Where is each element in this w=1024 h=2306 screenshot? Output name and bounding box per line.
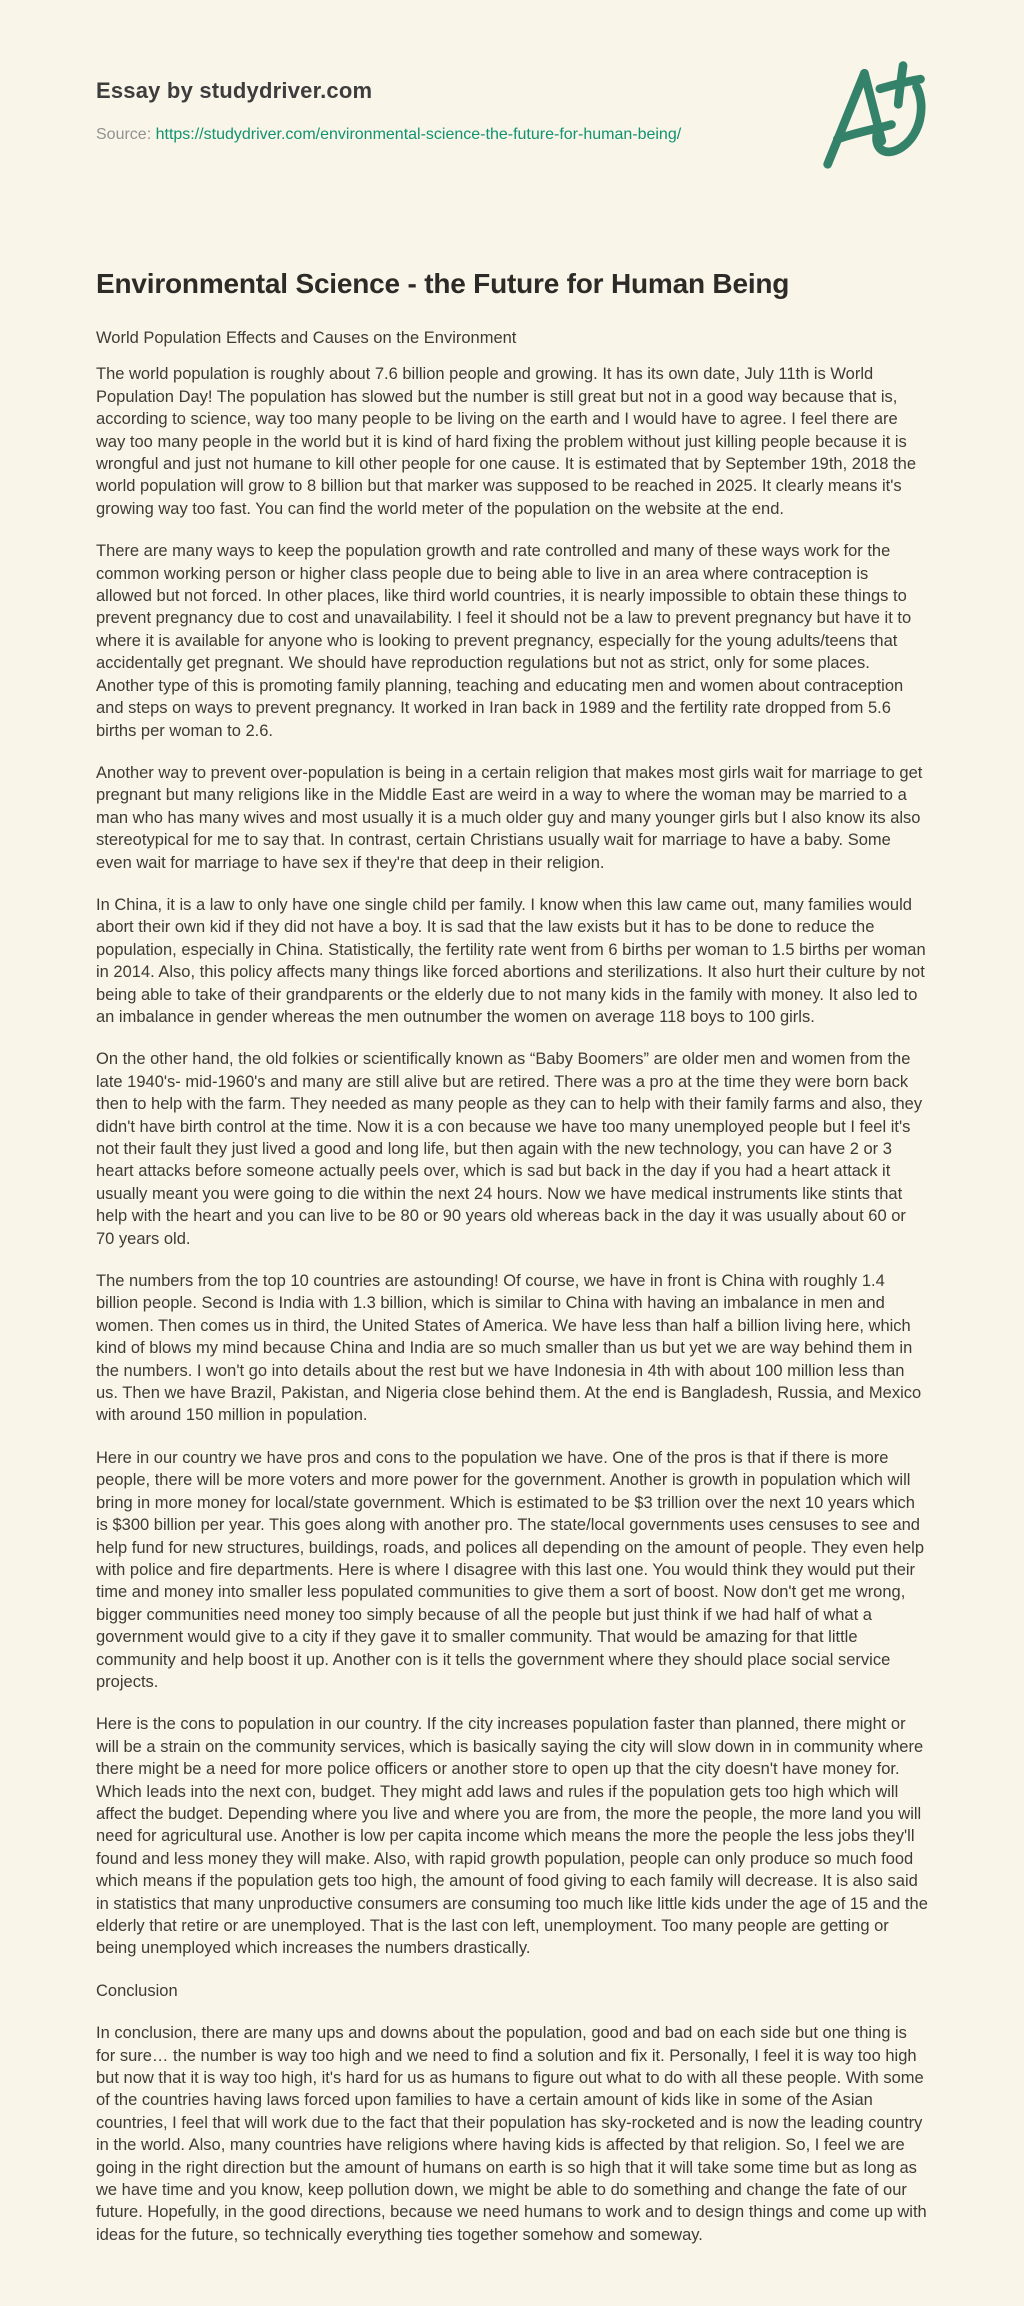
essay-paragraph: There are many ways to keep the population growth and rate controlled and many of these ways work for the common working person or higher class people due to being able to live in an area where contraception is allowed but not forced. In other places, like third world countries, it is nearly impossible to obtain these things to prevent pregnancy due to cost and unavailability. I feel it should not be a law to prevent pregnancy but have it to where it is available for anyone who is looking to prevent pregnancy, especially for the young adults/teens that accidentally get pregnant. We should have reproduction regulations but not as strict, only for some places. Another type of this is promoting family planning, teaching and educating men and women about contraception and steps on ways to prevent pregnancy. It worked in Iran back in 1989 and the fertility rate dropped from 5.6 births per woman to 2.6. (96, 542, 912, 740)
conclusion-section (96, 2022, 928, 2246)
essay-paragraph: Here is the cons to population in our country. If the city increases population faster than planned, there might or will be a strain on the community services, which is basically saying the city will slow down in in community where there might be a need for more police officers or another store to open up that the city doesn't have money for. Which leads into the next con, budget. They might add laws and rules if the population gets too high which will affect the budget. Depending where you live and where you are from, the more the people, the more land you will need for agricultural use. Another is low per capita income which means the more the people the less jobs they'll found and less money they will make. Also, with rapid growth population, people can only produce so much food which means if the population gets too high, the amount of food giving to each family will decrease. It is also said in statistics that many unproductive consumers are consuming too much like little kids under the age of 15 and the elderly that retire or are unemployed. That is the last con left, unemployment. Too many people are getting or being unemployed which increases the numbers drastically. (96, 1715, 928, 1958)
essay-body (96, 363, 928, 1959)
essay-paragraph: Here in our country we have pros and cons to the population we have. One of the pros is that if there is more people, there will be more voters and more power for the government. Another is growth in population which will bring in more money for local/state government. Which is estimated to be $3 trillion over the next 10 years which is $300 billion per year. This goes along with another pro. The state/local governments uses censuses to see and help fund for new structures, buildings, roads, and polices all depending on the amount of people. They even help with police and fire departments. Here is where I disagree with this last one. You would think they would put their time and money into smaller less populated communities to give them a sort of boost. Now don't get me wrong, bigger communities need money too simply because of all the people but just think if we had half of what a government would give to a city if they gave it to smaller community. That would be amazing for that little community and help boost it up. Another con is it tells the government where they should place social service projects. (96, 1448, 924, 1691)
source-url-link[interactable]: https://studydriver.com/environmental-science-the-future-for-human-being/ (155, 126, 682, 143)
essay-paragraph: Another way to prevent over-population is being in a certain religion that makes most girls wait for marriage to get pregnant but many religions like in the Middle East are weird in a way to where the woman may be married to a man who has many wives and most usually it is a much older guy and many younger girls but I also know its also stereotypical for me to say that. In contrast, certain Christians usually wait for marriage to have a baby. Some even wait for marriage to have sex if they're that deep in their religion. (96, 763, 923, 872)
conclusion-heading: Conclusion (96, 1981, 178, 2000)
essay-paragraph: In China, it is a law to only have one single child per family. I know when this law came out, many families would abort their own kid if they did not have a boy. It is sad that the law exists but it has to be done to reduce the population, especially in China. Statistically, the fertility rate went from 6 births per woman to 1.5 births per woman in 2014. Also, this policy affects many things like forced abortions and sterilizations. It also hurt their culture by not being able to take of their grandparents or the elderly due to not many kids in the family with money. It also led to an imbalance in gender whereas the men outnumber the women on average 118 boys to 100 girls. (96, 895, 926, 1026)
essay-paragraph: On the other hand, the old folkies or scientifically known as “Baby Boomers” are older men and women from the late 1940's- mid-1960's and many are still alive but are retired. There was a pro at the time they were born back then to help with the farm. They needed as many people as they can to help with their family farms and also, they didn't have birth control at the time. Now it is a con because we have too many unemployed people but I feel it's not their fault they just lived a good and long life, but then again with the new technology, you can have 2 or 3 heart attacks before someone actually peels over, which is sad but back in the day if you had a heart attack it usually meant you were going to die within the next 24 hours. Now we have medical instruments like stints that help with the heart and you can live to be 80 or 90 years old whereas back in the day it was usually about 60 or 70 years old. (96, 1050, 923, 1248)
article-subtitle: World Population Effects and Causes on the Environment (96, 329, 517, 347)
source-line (96, 126, 928, 144)
header-title: Essay by studydriver.com (96, 78, 373, 103)
page-title: Environmental Science - the Future for Human Being (96, 268, 790, 299)
source-label: Source: (96, 126, 152, 143)
document-header (96, 78, 928, 144)
studydriver-a-plus-logo-icon (818, 54, 934, 170)
conclusion-paragraph: In conclusion, there are many ups and downs about the population, good and bad on each side but one thing is for sure… the number is way too high and we need to find a solution and fix it. Personally, I feel it is way too high but now that it is way too high, it's hard for us as humans to figure out what to do with all these people. With some of the countries having laws forced upon families to have a certain amount of kids like in some of the Asian countries, I feel that will work due to the fact that their population has sky-rocketed and is now the leading country in the world. Also, many countries have religions where having kids is affected by that religion. So, I feel we are going in the right direction but the amount of humans on earth is so high that it will take some time but as long as we have time and you know, keep pollution down, we might be able to do something and change the fate of our future. Hopefully, in the good directions, because we need humans to work and to design things and come up with ideas for the future, so technically everything ties together somehow and someway. (96, 2024, 927, 2244)
essay-paragraph: The world population is roughly about 7.6 billion people and growing. It has its own date, July 11th is World Population Day! The population has slowed but the number is still great but not in a good way because that is, according to science, way too many people to be living on the earth and I would have to agree. I feel there are way too many people in the world but it is kind of hard fixing the problem without just killing people because it is wrongful and just not humane to kill other people for one cause. It is estimated that by September 19th, 2018 the world population will grow to 8 billion but that marker was supposed to be reached in 2025. It clearly means it's growing way too fast. You can find the world meter of the population on the website at the end. (96, 365, 917, 518)
essay-paragraph: The numbers from the top 10 countries are astounding! Of course, we have in front is China with roughly 1.4 billion people. Second is India with 1.3 billion, which is similar to China with having an imbalance in men and women. Then comes us in third, the United States of America. We have less than half a billion living here, which kind of blows my mind because China and India are so much smaller than us but yet we are way behind them in the numbers. I won't go into details about the rest but we have Indonesia in 4th with about 100 million less than us. Then we have Brazil, Pakistan, and Nigeria close behind them. At the end is Bangladesh, Russia, and Mexico with around 150 million in population. (96, 1272, 922, 1425)
